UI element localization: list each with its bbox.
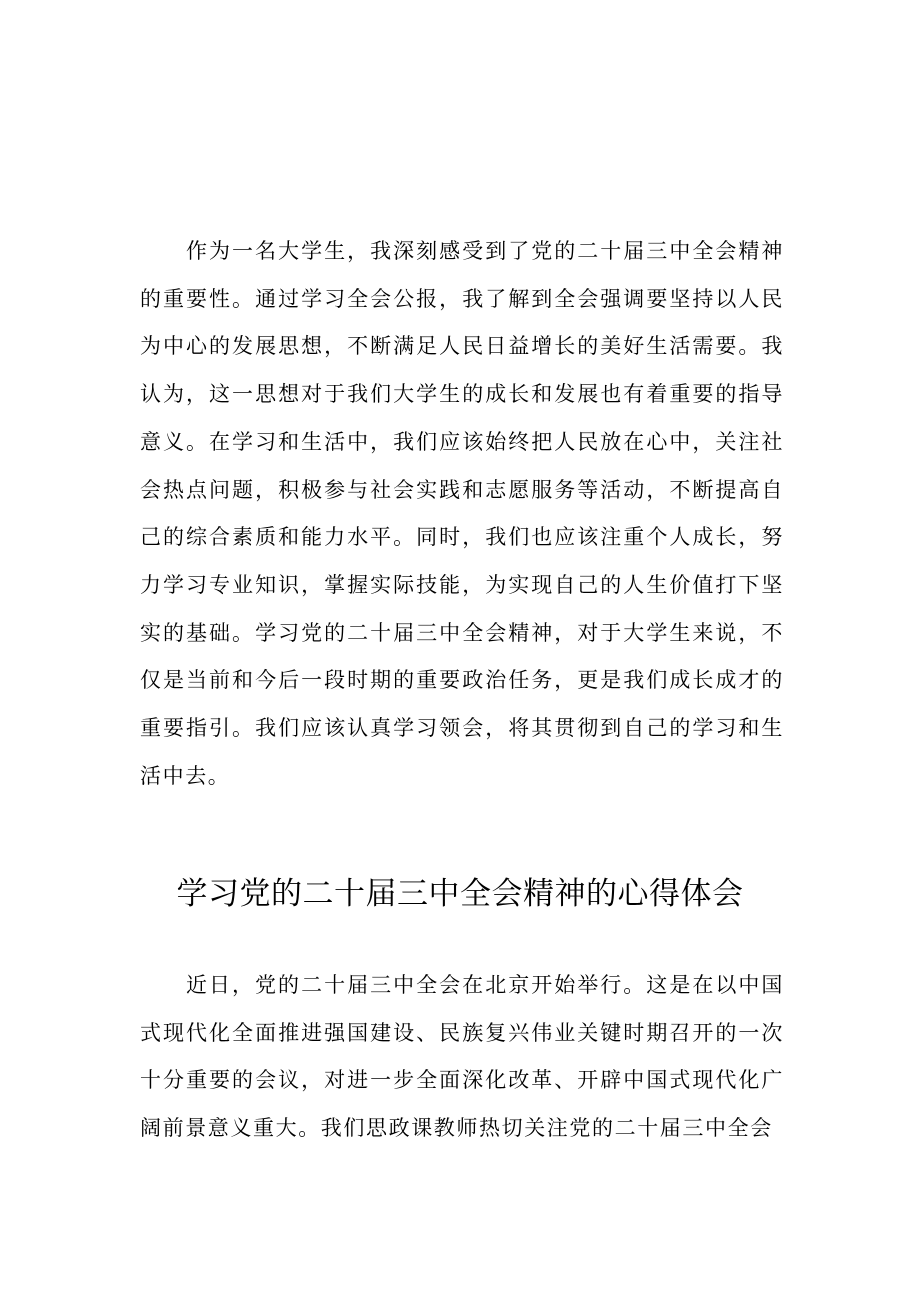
- section-heading: 学习党的二十届三中全会精神的心得体会: [176, 876, 744, 912]
- body-paragraph-2: 近日，党的二十届三中全会在北京开始举行。这是在以中国式现代化全面推进强国建设、民族复兴伟业关键时期召开的一次十分重要的会议，对进一步全面深化改革、开辟中国式现代化广阔前景意义重大。我们思政课教师热切关注党的二十届三中全会: [140, 973, 784, 1141]
- body-paragraph-1: 作为一名大学生，我深刻感受到了党的二十届三中全会精神的重要性。通过学习全会公报，我了解到全会强调要坚持以人民为中心的发展思想，不断满足人民日益增长的美好生活需要。我认为，这一思想对于我们大学生的成长和发展也有着重要的指导意义。在学习和生活中，我们应该始终把人民放在心中，关注社会热点问题，积极参与社会实践和志愿服务等活动，不断提高自己的综合素质和能力水平。同时，我们也应该注重个人成长，努力学习专业知识，掌握实际技能，为实现自己的人生价值打下坚实的基础。学习党的二十届三中全会精神，对于大学生来说，不仅是当前和今后一段时期的重要政治任务，更是我们成长成才的重要指引。我们应该认真学习领会，将其贯彻到自己的学习和生活中去。: [140, 239, 784, 788]
